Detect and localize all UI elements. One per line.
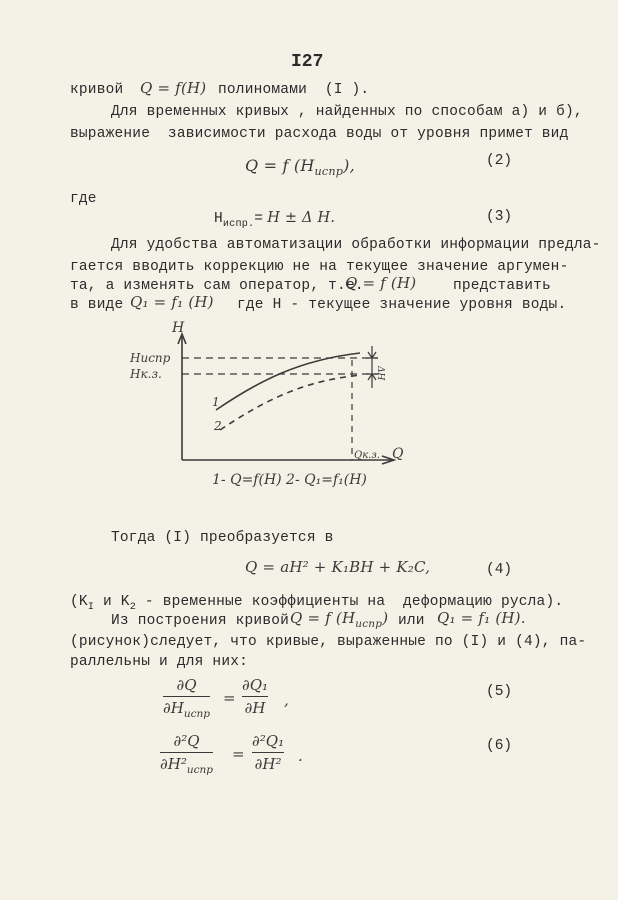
eq6-left-fraction: ∂²Q $\partial H^2_{испр}$ bbox=[160, 732, 213, 776]
q-kz-label: Qк.з. bbox=[354, 450, 380, 461]
formula-q-f-h-2: Q = f (H) bbox=[345, 274, 417, 292]
text-line-9: ($K_I$ и $K_2$ - временные коэффициенты на деформацию русла). bbox=[70, 594, 564, 613]
text-line-10b: или bbox=[398, 613, 425, 629]
text-line-2: Для временных кривых , найденных по способам а) и б), bbox=[111, 104, 583, 120]
formula-q1-f1-h-2: Q₁ = f₁ (H). bbox=[437, 609, 526, 627]
y-axis-label: H bbox=[172, 320, 185, 336]
text-line-11: (рисунок)следует, что кривые, выраженные по (I) и (4), па- bbox=[70, 634, 587, 650]
text-line-7a: в виде bbox=[70, 297, 124, 313]
formula-q-f-h: Q = f(H) bbox=[140, 79, 207, 97]
equation-4-number: (4) bbox=[486, 562, 513, 578]
equation-3-number: (3) bbox=[486, 209, 513, 225]
curve-2 bbox=[220, 375, 362, 430]
text-line-6b: представить bbox=[453, 278, 551, 294]
page-number: I27 bbox=[291, 52, 324, 72]
text-line-3: выражение зависимости расхода воды от уровня примет вид bbox=[70, 126, 569, 142]
text-line-7b: где Н - текущее значение уровня воды. bbox=[237, 297, 567, 313]
figure-caption: 1- Q=f(H) 2- Q₁=f₁(H) bbox=[212, 472, 367, 488]
x-axis-label: Q bbox=[392, 446, 404, 462]
text-line-12: раллельны и для них: bbox=[70, 654, 249, 670]
formula-q-f-hispr: Q = f $(H_{испр})$ bbox=[290, 609, 389, 630]
equation-4: Q = aH² + K₁BH + K₂C, bbox=[245, 558, 431, 576]
equation-2: Q = f $(H_{испр})$, bbox=[245, 156, 355, 179]
eq6-tail: . bbox=[298, 747, 303, 765]
text-where: где bbox=[70, 191, 97, 207]
eq5-right-fraction: ∂Q₁ ∂H bbox=[242, 676, 269, 717]
equation-3: $H_{испр.}= H \pm \Delta$ H. bbox=[214, 210, 336, 230]
h-kz-label: Нк.з. bbox=[130, 367, 162, 381]
eq5-left-fraction: ∂Q $\partial H_{испр}$ bbox=[163, 676, 210, 720]
equation-5-number: (5) bbox=[486, 684, 513, 700]
eq5-tail: , bbox=[284, 691, 289, 709]
text-line-8: Тогда (I) преобразуется в bbox=[111, 530, 334, 546]
delta-h-label: ΔН bbox=[375, 366, 385, 381]
text-line-5: гается вводить коррекцию не на текущее значение аргумен- bbox=[70, 259, 569, 275]
text-line-6a: та, а изменять сам оператор, т.е. bbox=[70, 278, 364, 294]
formula-q1-f1-h: Q₁ = f₁ (H) bbox=[130, 293, 214, 311]
h-ispr-label: Нuспр bbox=[130, 351, 171, 365]
text-line-10a: Из построения кривой bbox=[111, 613, 290, 629]
curve-1-label: 1 bbox=[212, 395, 220, 409]
eq6-equals: = bbox=[232, 745, 245, 763]
equation-2-number: (2) bbox=[486, 153, 513, 169]
text-line-1a: кривой bbox=[70, 82, 124, 98]
eq6-right-fraction: ∂²Q₁ ∂H² bbox=[252, 732, 285, 773]
text-line-1b: полиномами (I ). bbox=[218, 82, 370, 98]
curve-2-label: 2 bbox=[214, 419, 222, 433]
eq5-equals: = bbox=[223, 689, 236, 707]
equation-6-number: (6) bbox=[486, 738, 513, 754]
curve-1 bbox=[216, 353, 360, 410]
text-line-4: Для удобства автоматизации обработки информации предла- bbox=[111, 237, 601, 253]
rating-curve-figure bbox=[130, 318, 420, 493]
